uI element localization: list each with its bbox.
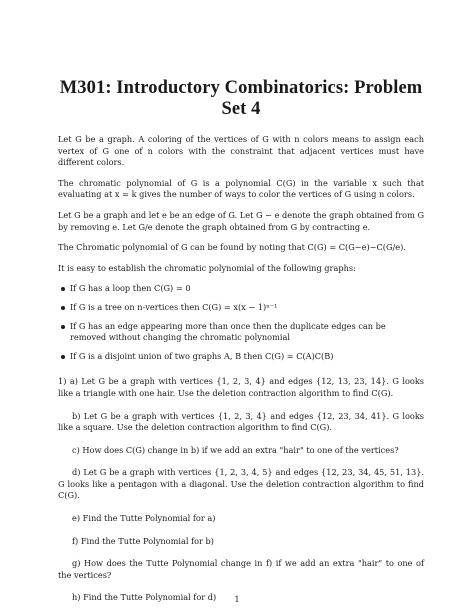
bullet-item-disjoint-union bbox=[58, 351, 424, 363]
intro-coloring-paragraph: Let G be a graph. A coloring of the vertices of G with n colors means to assign each vertex of G one of n colors with the constraint that adjacent vertices must have different colors. bbox=[58, 134, 424, 168]
bullet-item-loop bbox=[58, 283, 424, 295]
page-number: 1 bbox=[234, 594, 240, 604]
easy-cases-list bbox=[58, 283, 424, 362]
bullet-text: If G is a tree on n-vertices then C(G) = x(x − 1)ⁿ⁻¹ bbox=[70, 301, 278, 312]
bullet-icon bbox=[61, 325, 65, 329]
page-title: M301: Introductory Combinatorics: Problem Set 4 bbox=[59, 78, 423, 119]
problem-1b: b) Let G be a graph with vertices {1, 2, 3, 4} and edges {12, 23, 34, 41}. G looks like a square. Use the deletion contraction algorithm to find C(G). bbox=[58, 410, 424, 433]
bullet-item-tree bbox=[58, 302, 424, 314]
document-page bbox=[58, 78, 424, 615]
bullet-text: If G has a loop then C(G) = 0 bbox=[70, 283, 191, 294]
recurrence-paragraph: The Chromatic polynomial of G can be found by noting that C(G) = C(G−e)−C(G/e). bbox=[58, 242, 406, 253]
bullet-icon bbox=[61, 306, 65, 310]
bullet-text: If G has an edge appearing more than once then the duplicate edges can be removed without changing the chromatic polynomial bbox=[70, 320, 386, 343]
problem-1c: c) How does C(G) change in b) if we add an extra "hair" to one of the vertices? bbox=[72, 444, 399, 455]
problem-1e: e) Find the Tutte Polynomial for a) bbox=[72, 513, 216, 524]
problem-1d: d) Let G be a graph with vertices {1, 2, 3, 4, 5} and edges {12, 23, 34, 45, 51, 13}. G looks like a pentagon with a diagonal. Use the deletion contraction algorithm to find C(G). bbox=[58, 467, 424, 501]
problem-1g: g) How does the Tutte Polynomial change in f) if we add an extra "hair" to one of the vertices? bbox=[58, 558, 424, 580]
problem-1a: 1) a) Let G be a graph with vertices {1, 2, 3, 4} and edges {12, 13, 23, 14}. G looks like a triangle with one hair. Use the deletion contraction algorithm to find C(G). bbox=[58, 376, 424, 398]
problem-1h: h) Find the Tutte Polynomial for d) bbox=[72, 592, 217, 603]
bullet-text: If G is a disjoint union of two graphs A, B then C(G) = C(A)C(B) bbox=[70, 350, 334, 361]
bullet-icon bbox=[61, 355, 65, 359]
chromatic-polynomial-definition: The chromatic polynomial of G is a polynomial C(G) in the variable x such that evaluating at x = k gives the number of ways to color the vertices of G using n colors. bbox=[58, 177, 424, 200]
problem-1f: f) Find the Tutte Polynomial for b) bbox=[72, 535, 214, 546]
bullet-icon bbox=[61, 287, 65, 291]
easy-cases-intro: It is easy to establish the chromatic polynomial of the following graphs: bbox=[58, 262, 356, 273]
bullet-item-duplicate-edges bbox=[58, 321, 424, 344]
deletion-contraction-definition: Let G be a graph and let e be an edge of G. Let G − e denote the graph obtained from G by removing e. Let G/e denote the graph obtained from G by contracting e. bbox=[58, 209, 424, 232]
